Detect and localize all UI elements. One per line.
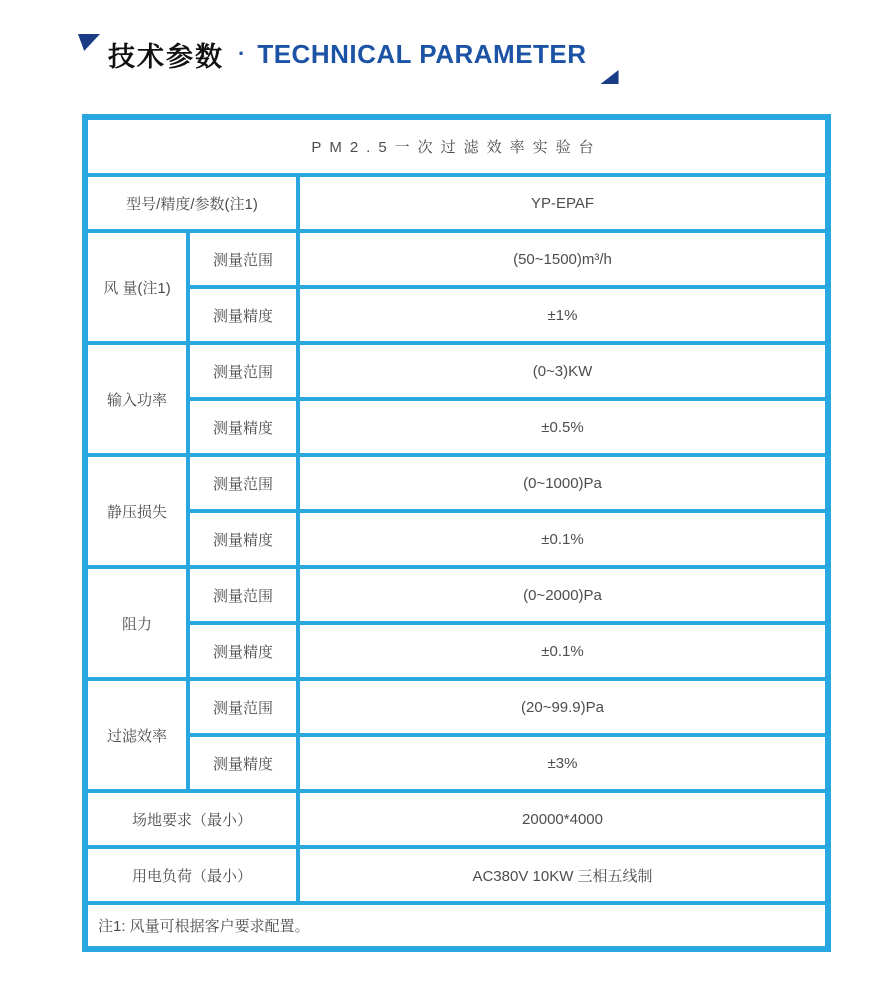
range-value: (0~2000)Pa [298, 567, 828, 623]
precision-label: 测量精度 [188, 511, 298, 567]
power-load-value: AC380V 10KW 三相五线制 [298, 847, 828, 903]
power-load-row [85, 847, 828, 903]
table-row [85, 343, 828, 399]
table-row [85, 231, 828, 287]
range-label: 测量范围 [188, 231, 298, 287]
range-label: 测量范围 [188, 343, 298, 399]
model-row [85, 175, 828, 231]
footnote: 注1: 风量可根据客户要求配置。 [85, 903, 828, 949]
table-row [85, 455, 828, 511]
table-row [85, 511, 828, 567]
range-value: (20~99.9)Pa [298, 679, 828, 735]
group-input-power-label: 输入功率 [85, 343, 188, 455]
site-requirement-label: 场地要求（最小） [85, 791, 298, 847]
section-header [78, 30, 619, 78]
precision-value: ±0.5% [298, 399, 828, 455]
range-label: 测量范围 [188, 679, 298, 735]
section-title-en: TECHNICAL PARAMETER [257, 38, 587, 69]
site-requirement-value: 20000*4000 [298, 791, 828, 847]
table-row [85, 623, 828, 679]
site-requirement-row [85, 791, 828, 847]
table-title: PM2.5一次过滤效率实验台 [85, 117, 828, 175]
precision-value: ±3% [298, 735, 828, 791]
precision-label: 测量精度 [188, 735, 298, 791]
range-label: 测量范围 [188, 455, 298, 511]
range-label: 测量范围 [188, 567, 298, 623]
spec-table [82, 114, 831, 952]
model-row-label: 型号/精度/参数(注1) [85, 175, 298, 231]
precision-label: 测量精度 [188, 623, 298, 679]
power-load-label: 用电负荷（最小） [85, 847, 298, 903]
table-title-row [85, 117, 828, 175]
group-resistance-label: 阻力 [85, 567, 188, 679]
table-row [85, 567, 828, 623]
table-row [85, 679, 828, 735]
section-title-separator: · [238, 41, 246, 66]
corner-triangle-icon [78, 34, 100, 51]
precision-label: 测量精度 [188, 399, 298, 455]
range-value: (0~3)KW [298, 343, 828, 399]
precision-value: ±0.1% [298, 623, 828, 679]
group-static-pressure-label: 静压损失 [85, 455, 188, 567]
precision-value: ±1% [298, 287, 828, 343]
table-row [85, 399, 828, 455]
section-title-zh: 技术参数 [108, 41, 224, 72]
precision-value: ±0.1% [298, 511, 828, 567]
range-value: (0~1000)Pa [298, 455, 828, 511]
footnote-row [85, 903, 828, 949]
precision-label: 测量精度 [188, 287, 298, 343]
model-row-value: YP-EPAF [298, 175, 828, 231]
table-row [85, 287, 828, 343]
table-row [85, 735, 828, 791]
range-value: (50~1500)m³/h [298, 231, 828, 287]
corner-triangle-end-icon [601, 70, 619, 84]
group-filter-efficiency-label: 过滤效率 [85, 679, 188, 791]
group-airflow-label: 风 量(注1) [85, 231, 188, 343]
